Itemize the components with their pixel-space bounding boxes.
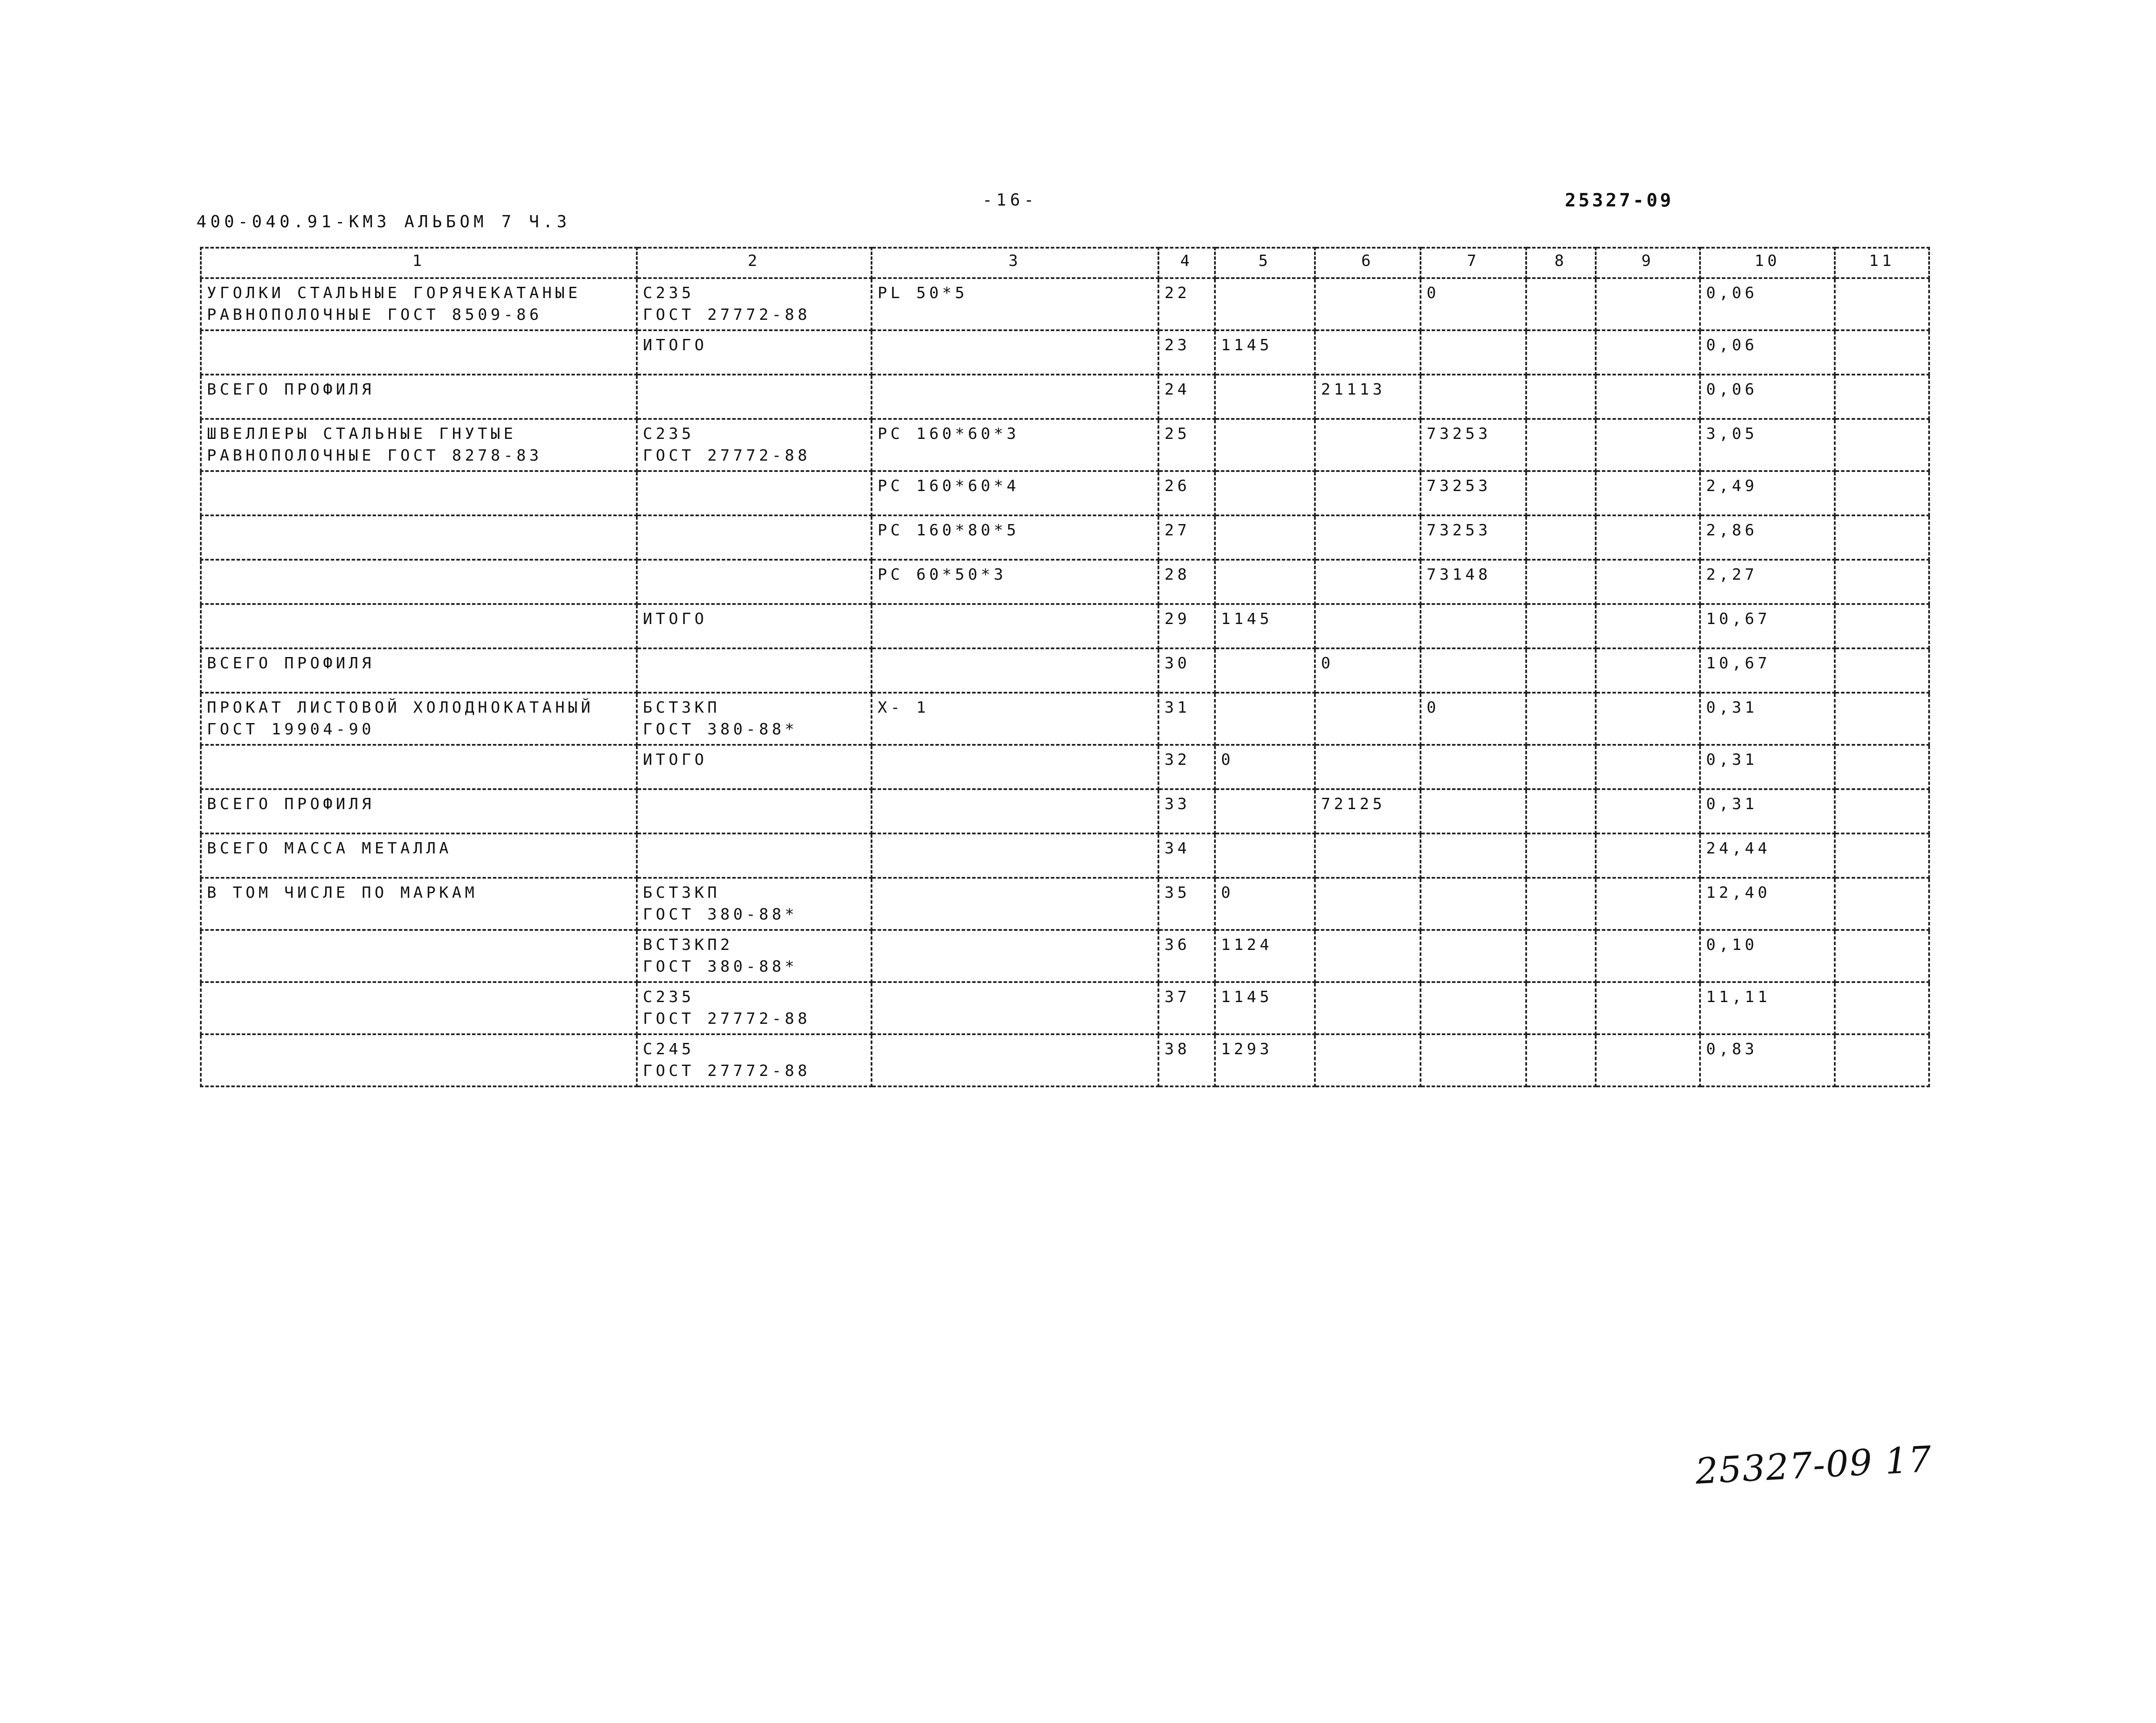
table-row	[201, 515, 1929, 560]
item-name-cell: УГОЛКИ СТАЛЬНЫЕ ГОРЯЧЕКАТАНЫЕ РАВНОПОЛОЧНЫЕ ГОСТ 8509-86	[201, 278, 637, 330]
value-cell	[1835, 604, 1929, 648]
mass-cell: 0,83	[1700, 1034, 1835, 1086]
code-cell	[1421, 878, 1526, 930]
value-cell	[1526, 330, 1596, 375]
value-cell	[1596, 604, 1700, 648]
steel-grade-cell	[637, 982, 872, 1034]
value-cell	[1526, 604, 1596, 648]
profile-cell	[872, 745, 1158, 789]
steel-standard: ГОСТ 27772-88	[643, 306, 811, 324]
profile-cell	[872, 930, 1158, 982]
column-header: 7	[1421, 248, 1526, 278]
code-cell: 0	[1421, 278, 1526, 330]
steel-grade-cell	[637, 515, 872, 560]
code-cell	[1315, 745, 1421, 789]
value-cell	[1596, 515, 1700, 560]
mass-cell: 0,10	[1700, 930, 1835, 982]
specification-table	[200, 247, 1930, 1087]
value-cell	[1835, 330, 1929, 375]
mass-cell: 0,31	[1700, 745, 1835, 789]
code-cell: 0	[1421, 693, 1526, 745]
value-cell	[1526, 693, 1596, 745]
column-header: 2	[637, 248, 872, 278]
code-cell	[1421, 330, 1526, 375]
steel-grade-cell	[637, 278, 872, 330]
code-cell	[1215, 515, 1315, 560]
code-cell	[1215, 833, 1315, 878]
table-row	[201, 560, 1929, 604]
table-row	[201, 833, 1929, 878]
steel-standard: ГОСТ 380-88*	[643, 906, 798, 923]
mass-cell: 0,31	[1700, 789, 1835, 833]
code-cell	[1315, 419, 1421, 471]
value-cell	[1596, 278, 1700, 330]
value-cell	[1596, 375, 1700, 419]
steel-standard: ГОСТ 380-88*	[643, 958, 798, 976]
item-name-cell: ВСЕГО МАССА МЕТАЛЛА	[201, 833, 637, 878]
value-cell	[1596, 1034, 1700, 1086]
profile-cell	[872, 878, 1158, 930]
mass-cell: 12,40	[1700, 878, 1835, 930]
handwritten-signature: 25327-09 17	[1694, 1438, 1933, 1493]
value-cell	[1526, 878, 1596, 930]
steel-standard: ГОСТ 27772-88	[643, 1062, 811, 1080]
steel-grade: ИТОГО	[643, 336, 708, 354]
mass-cell: 0,06	[1700, 375, 1835, 419]
value-cell	[1596, 419, 1700, 471]
value-cell	[1526, 278, 1596, 330]
row-number-cell: 34	[1158, 833, 1215, 878]
value-cell	[1526, 375, 1596, 419]
item-name-cell	[201, 745, 637, 789]
code-cell	[1215, 648, 1315, 693]
item-name-cell	[201, 982, 637, 1034]
value-cell	[1835, 789, 1929, 833]
table-row	[201, 471, 1929, 515]
document-code: 400-040.91-КМЗ АЛЬБОМ 7 Ч.3	[196, 212, 571, 231]
steel-grade-cell	[637, 604, 872, 648]
profile-cell: X- 1	[872, 693, 1158, 745]
header-row	[201, 248, 1929, 278]
value-cell	[1526, 789, 1596, 833]
table-row	[201, 604, 1929, 648]
value-cell	[1526, 515, 1596, 560]
value-cell	[1596, 471, 1700, 515]
item-name-cell	[201, 330, 637, 375]
mass-cell: 2,86	[1700, 515, 1835, 560]
steel-grade-cell	[637, 930, 872, 982]
item-name-cell: ПРОКАТ ЛИСТОВОЙ ХОЛОДНОКАТАНЫЙ ГОСТ 19904-90	[201, 693, 637, 745]
profile-cell	[872, 648, 1158, 693]
mass-cell: 2,27	[1700, 560, 1835, 604]
value-cell	[1835, 1034, 1929, 1086]
code-cell: 1145	[1215, 604, 1315, 648]
mass-cell: 10,67	[1700, 648, 1835, 693]
steel-grade: С235	[643, 284, 695, 302]
code-cell	[1421, 789, 1526, 833]
value-cell	[1526, 419, 1596, 471]
code-cell	[1421, 745, 1526, 789]
steel-standard: ГОСТ 380-88*	[643, 720, 798, 738]
code-cell	[1315, 278, 1421, 330]
steel-standard: ГОСТ 27772-88	[643, 1010, 811, 1028]
value-cell	[1526, 930, 1596, 982]
code-cell	[1315, 471, 1421, 515]
code-cell	[1421, 982, 1526, 1034]
profile-cell	[872, 375, 1158, 419]
code-cell	[1215, 789, 1315, 833]
code-cell: 73253	[1421, 515, 1526, 560]
code-cell	[1315, 515, 1421, 560]
item-name-cell: ШВЕЛЛЕРЫ СТАЛЬНЫЕ ГНУТЫЕ РАВНОПОЛОЧНЫЕ ГОСТ 8278-83	[201, 419, 637, 471]
profile-cell	[872, 833, 1158, 878]
steel-grade-cell	[637, 330, 872, 375]
profile-cell: PC 60*50*3	[872, 560, 1158, 604]
code-cell	[1215, 375, 1315, 419]
code-cell: 73148	[1421, 560, 1526, 604]
mass-cell: 0,06	[1700, 278, 1835, 330]
row-number-cell: 23	[1158, 330, 1215, 375]
code-cell	[1315, 693, 1421, 745]
row-number-cell: 26	[1158, 471, 1215, 515]
item-name-cell: ВСЕГО ПРОФИЛЯ	[201, 789, 637, 833]
steel-grade-cell	[637, 375, 872, 419]
sheet-code: 25327-09	[1565, 189, 1674, 211]
value-cell	[1526, 471, 1596, 515]
code-cell	[1315, 1034, 1421, 1086]
table-row	[201, 789, 1929, 833]
value-cell	[1835, 278, 1929, 330]
item-name-cell: ВСЕГО ПРОФИЛЯ	[201, 375, 637, 419]
mass-cell: 3,05	[1700, 419, 1835, 471]
row-number-cell: 24	[1158, 375, 1215, 419]
value-cell	[1835, 515, 1929, 560]
value-cell	[1596, 982, 1700, 1034]
value-cell	[1596, 648, 1700, 693]
steel-grade: ВСТ3КП2	[643, 936, 733, 954]
table-row	[201, 930, 1929, 982]
profile-cell: PC 160*60*4	[872, 471, 1158, 515]
mass-cell: 24,44	[1700, 833, 1835, 878]
row-number-cell: 38	[1158, 1034, 1215, 1086]
code-cell	[1215, 419, 1315, 471]
code-cell: 1124	[1215, 930, 1315, 982]
value-cell	[1835, 419, 1929, 471]
code-cell	[1421, 930, 1526, 982]
table-row	[201, 278, 1929, 330]
column-header: 11	[1835, 248, 1929, 278]
code-cell	[1215, 471, 1315, 515]
mass-cell: 11,11	[1700, 982, 1835, 1034]
column-header: 3	[872, 248, 1158, 278]
mass-cell: 0,06	[1700, 330, 1835, 375]
steel-grade-cell	[637, 560, 872, 604]
steel-grade-cell	[637, 745, 872, 789]
value-cell	[1526, 745, 1596, 789]
table-body	[201, 278, 1929, 1086]
item-name-cell	[201, 560, 637, 604]
steel-grade: БСТ3КП	[643, 884, 721, 902]
steel-grade-cell	[637, 471, 872, 515]
steel-grade-cell	[637, 693, 872, 745]
value-cell	[1835, 833, 1929, 878]
item-name-cell	[201, 1034, 637, 1086]
code-cell: 1145	[1215, 982, 1315, 1034]
code-cell	[1421, 604, 1526, 648]
column-header: 6	[1315, 248, 1421, 278]
code-cell	[1421, 648, 1526, 693]
value-cell	[1596, 745, 1700, 789]
mass-cell: 10,67	[1700, 604, 1835, 648]
row-number-cell: 32	[1158, 745, 1215, 789]
item-name-cell	[201, 471, 637, 515]
steel-grade-cell	[637, 833, 872, 878]
item-name-cell	[201, 604, 637, 648]
steel-grade: ИТОГО	[643, 610, 708, 628]
table-row	[201, 1034, 1929, 1086]
code-cell: 0	[1215, 878, 1315, 930]
table-row	[201, 648, 1929, 693]
table-row	[201, 745, 1929, 789]
value-cell	[1835, 878, 1929, 930]
value-cell	[1596, 789, 1700, 833]
row-number-cell: 35	[1158, 878, 1215, 930]
code-cell	[1421, 1034, 1526, 1086]
code-cell: 1293	[1215, 1034, 1315, 1086]
code-cell: 1145	[1215, 330, 1315, 375]
value-cell	[1596, 833, 1700, 878]
steel-grade-cell	[637, 419, 872, 471]
column-header: 1	[201, 248, 637, 278]
code-cell: 73253	[1421, 471, 1526, 515]
row-number-cell: 33	[1158, 789, 1215, 833]
value-cell	[1835, 982, 1929, 1034]
value-cell	[1835, 693, 1929, 745]
steel-grade: БСТ3КП	[643, 699, 721, 717]
code-cell	[1215, 278, 1315, 330]
column-header: 9	[1596, 248, 1700, 278]
steel-grade-cell	[637, 789, 872, 833]
profile-cell: PC 160*80*5	[872, 515, 1158, 560]
code-cell	[1315, 982, 1421, 1034]
code-cell: 0	[1215, 745, 1315, 789]
row-number-cell: 29	[1158, 604, 1215, 648]
code-cell	[1315, 878, 1421, 930]
profile-cell: PC 160*60*3	[872, 419, 1158, 471]
row-number-cell: 30	[1158, 648, 1215, 693]
item-name-cell	[201, 930, 637, 982]
table-row	[201, 982, 1929, 1034]
row-number-cell: 31	[1158, 693, 1215, 745]
steel-grade-cell	[637, 1034, 872, 1086]
value-cell	[1526, 560, 1596, 604]
value-cell	[1596, 693, 1700, 745]
table-row	[201, 693, 1929, 745]
code-cell: 21113	[1315, 375, 1421, 419]
steel-grade: С235	[643, 988, 695, 1006]
steel-grade: С235	[643, 425, 695, 443]
steel-standard: ГОСТ 27772-88	[643, 447, 811, 465]
page-number: -16-	[982, 190, 1038, 209]
profile-cell: PL 50*5	[872, 278, 1158, 330]
column-header: 8	[1526, 248, 1596, 278]
mass-cell: 0,31	[1700, 693, 1835, 745]
steel-grade-cell	[637, 648, 872, 693]
value-cell	[1596, 930, 1700, 982]
table-row	[201, 878, 1929, 930]
column-header: 4	[1158, 248, 1215, 278]
code-cell: 73253	[1421, 419, 1526, 471]
code-cell	[1421, 375, 1526, 419]
value-cell	[1526, 982, 1596, 1034]
item-name-cell: В ТОМ ЧИСЛЕ ПО МАРКАМ	[201, 878, 637, 930]
row-number-cell: 22	[1158, 278, 1215, 330]
code-cell	[1215, 693, 1315, 745]
code-cell	[1421, 833, 1526, 878]
value-cell	[1835, 560, 1929, 604]
column-header: 5	[1215, 248, 1315, 278]
value-cell	[1596, 560, 1700, 604]
code-cell: 72125	[1315, 789, 1421, 833]
table-row	[201, 375, 1929, 419]
row-number-cell: 25	[1158, 419, 1215, 471]
row-number-cell: 28	[1158, 560, 1215, 604]
code-cell	[1215, 560, 1315, 604]
profile-cell	[872, 330, 1158, 375]
item-name-cell: ВСЕГО ПРОФИЛЯ	[201, 648, 637, 693]
profile-cell	[872, 982, 1158, 1034]
value-cell	[1596, 878, 1700, 930]
value-cell	[1526, 648, 1596, 693]
steel-grade: ИТОГО	[643, 751, 708, 769]
code-cell	[1315, 330, 1421, 375]
mass-cell: 2,49	[1700, 471, 1835, 515]
value-cell	[1835, 930, 1929, 982]
row-number-cell: 36	[1158, 930, 1215, 982]
table-row	[201, 330, 1929, 375]
steel-grade-cell	[637, 878, 872, 930]
code-cell	[1315, 604, 1421, 648]
row-number-cell: 27	[1158, 515, 1215, 560]
profile-cell	[872, 789, 1158, 833]
code-cell: 0	[1315, 648, 1421, 693]
value-cell	[1835, 471, 1929, 515]
steel-grade: С245	[643, 1040, 695, 1058]
profile-cell	[872, 1034, 1158, 1086]
value-cell	[1835, 648, 1929, 693]
value-cell	[1526, 833, 1596, 878]
code-cell	[1315, 833, 1421, 878]
table-row	[201, 419, 1929, 471]
profile-cell	[872, 604, 1158, 648]
value-cell	[1526, 1034, 1596, 1086]
item-name-cell	[201, 515, 637, 560]
value-cell	[1835, 375, 1929, 419]
value-cell	[1596, 330, 1700, 375]
value-cell	[1835, 745, 1929, 789]
code-cell	[1315, 560, 1421, 604]
code-cell	[1315, 930, 1421, 982]
column-header: 10	[1700, 248, 1835, 278]
row-number-cell: 37	[1158, 982, 1215, 1034]
